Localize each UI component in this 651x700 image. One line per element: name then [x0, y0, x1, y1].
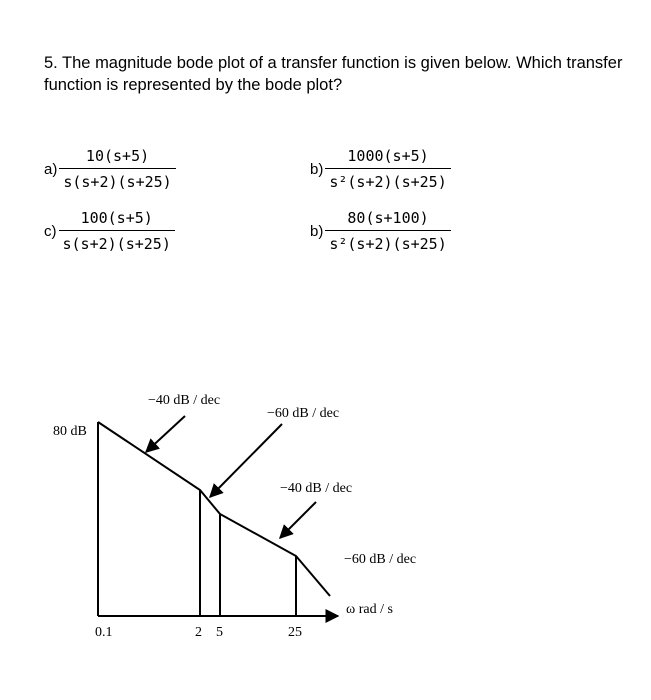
- denominator: s²(s+2)(s+25): [329, 173, 447, 192]
- slope-label: −40 dB / dec: [280, 481, 353, 496]
- numerator: 80(s+100): [347, 209, 429, 227]
- start-level-label: 80 dB: [53, 424, 87, 439]
- question-text: 5. The magnitude bode plot of a transfer function is given below. Which transfer function is represented by the bode plot?: [44, 54, 623, 94]
- slope-arrow: [146, 416, 185, 452]
- slope-arrow: [280, 502, 316, 538]
- x-tick-label: 2: [195, 625, 202, 640]
- slope-arrow: [210, 424, 282, 497]
- slope-label: −40 dB / dec: [148, 393, 221, 408]
- numerator: 1000(s+5): [347, 147, 429, 165]
- option-label: a): [44, 160, 58, 178]
- slope-label: −60 dB / dec: [267, 406, 340, 421]
- denominator: s²(s+2)(s+25): [329, 235, 447, 254]
- x-tick-label: 0.1: [95, 625, 113, 640]
- slope-label: −60 dB / dec: [344, 552, 417, 567]
- option-label: c): [44, 222, 57, 240]
- x-axis-label: ω rad / s: [346, 602, 393, 617]
- denominator: s(s+2)(s+25): [62, 235, 171, 254]
- option-label: b): [310, 222, 324, 240]
- x-tick-label: 25: [288, 625, 302, 640]
- denominator: s(s+2)(s+25): [63, 173, 172, 192]
- numerator: 10(s+5): [85, 147, 150, 165]
- option-label: b): [310, 160, 324, 178]
- x-tick-label: 5: [216, 625, 223, 640]
- numerator: 100(s+5): [80, 209, 153, 227]
